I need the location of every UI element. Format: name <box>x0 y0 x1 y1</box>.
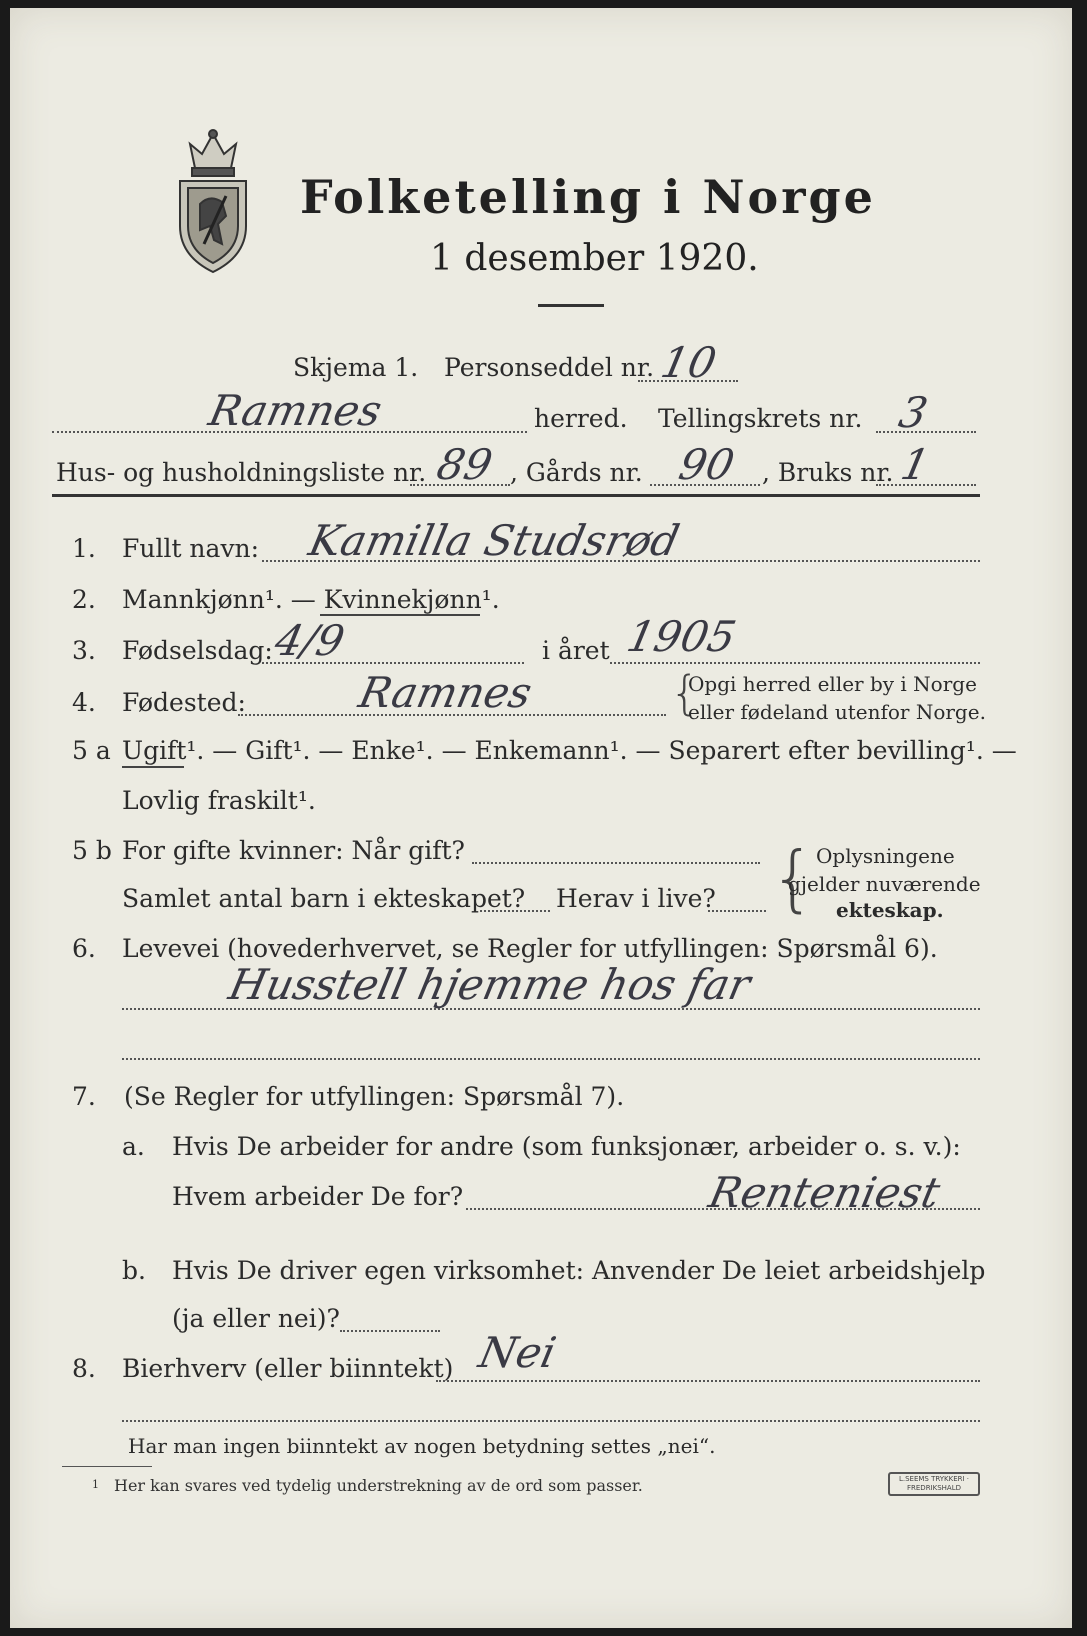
q2-label: Mannkjønn¹. — Kvinnekjønn¹. <box>122 585 500 614</box>
q6-label: Levevei (hovederhvervet, se Regler for utfyllingen: Spørsmål 6). <box>122 934 938 963</box>
q7a-value: Renteniest <box>704 1168 945 1217</box>
q2-number: 2. <box>72 585 96 614</box>
q3-day-value: 4/9 <box>270 616 349 665</box>
q5b-note3: ekteskap. <box>836 898 944 922</box>
title-divider <box>538 304 604 307</box>
gards-value: 90 <box>674 440 739 489</box>
q3-label: Fødselsdag: <box>122 636 273 665</box>
bruks-label: , Bruks nr. <box>762 458 894 487</box>
q4-note-line2: eller fødeland utenfor Norge. <box>688 700 986 724</box>
q4-brace: { <box>670 666 700 720</box>
personseddel-value: 10 <box>656 338 721 387</box>
q5b-barn-line <box>480 910 550 912</box>
q5b-gift-line <box>472 862 760 864</box>
footnote-rule <box>62 1466 152 1467</box>
bruks-line <box>876 484 976 486</box>
q7-number: 7. <box>72 1082 96 1111</box>
q7b-line1: Hvis De driver egen virksomhet: Anvender De leiet arbeidshjelp <box>172 1256 986 1285</box>
q7a-number: a. <box>122 1132 145 1161</box>
q5b-note1: Oplysningene <box>816 844 955 868</box>
q5a-line1: Ugift¹. — Gift¹. — Enke¹. — Enkemann¹. — Separert efter bevilling¹. — <box>122 736 1017 765</box>
q3-year-value: 1905 <box>622 612 741 661</box>
printer-stamp: L.SEEMS TRYKKERI · FREDRIKSHALD <box>888 1472 980 1496</box>
q4-label: Fødested: <box>122 688 246 717</box>
footnote-text: Her kan svares ved tydelig understrekning av de ord som passer. <box>114 1476 643 1495</box>
q8-line2 <box>122 1420 980 1422</box>
herred-label: herred. <box>534 404 628 433</box>
form-title: Folketelling i Norge <box>300 170 876 224</box>
q5b-brace: { <box>770 836 816 920</box>
bruks-value: 1 <box>896 440 934 489</box>
census-form <box>10 8 1072 1628</box>
tellingskrets-line <box>876 431 976 433</box>
q5b-note2: gjelder nuværende <box>788 872 981 896</box>
q4-note-line1: Opgi herred eller by i Norge <box>688 672 977 696</box>
q4-number: 4. <box>72 688 96 717</box>
hus-label: Hus- og husholdningsliste nr. <box>56 458 427 487</box>
q5b-barn-label: Samlet antal barn i ekteskapet? <box>122 884 526 913</box>
q7a-line2: Hvem arbeider De for? <box>172 1182 464 1211</box>
q5b-number: 5 b <box>72 836 112 865</box>
q1-label: Fullt navn: <box>122 534 260 563</box>
q5b-live-line <box>708 910 766 912</box>
q6-value: Husstell hjemme hos far <box>224 960 755 1009</box>
personseddel-label: Personseddel nr. <box>444 353 655 382</box>
q5b-live-label: Herav i live? <box>556 884 716 913</box>
hus-value: 89 <box>432 440 497 489</box>
header-rule <box>52 494 980 497</box>
q3-year-line <box>610 662 980 664</box>
q7-label: (Se Regler for utfyllingen: Spørsmål 7). <box>124 1082 625 1111</box>
tellingskrets-label: Tellingskrets nr. <box>658 404 863 433</box>
footnote-mark: 1 <box>92 1478 99 1491</box>
q8-line1 <box>436 1380 980 1382</box>
q5a-number: 5 a <box>72 736 111 765</box>
q5b-line1: For gifte kvinner: Når gift? <box>122 836 465 865</box>
q1-value: Kamilla Studsrød <box>304 516 684 565</box>
footer-note: Har man ingen biinntekt av nogen betydning settes „nei“. <box>128 1434 716 1458</box>
q3-number: 3. <box>72 636 96 665</box>
tellingskrets-value: 3 <box>894 388 932 437</box>
q7a-line1: Hvis De arbeider for andre (som funksjonær, arbeider o. s. v.): <box>172 1132 961 1161</box>
gards-label: , Gårds nr. <box>510 458 643 487</box>
q3-year-label: i året <box>542 636 610 665</box>
q8-label: Bierhverv (eller biinntekt) <box>122 1354 454 1383</box>
census-date: 1 desember 1920. <box>430 238 759 279</box>
q5a-underline <box>122 766 184 768</box>
coat-of-arms-icon <box>170 126 256 276</box>
q6-number: 6. <box>72 934 96 963</box>
q8-number: 8. <box>72 1354 96 1383</box>
q6-line2 <box>122 1058 980 1060</box>
q5a-line2: Lovlig fraskilt¹. <box>122 786 316 815</box>
q8-value: Nei <box>474 1328 561 1377</box>
herred-value: Ramnes <box>204 386 387 435</box>
q7b-line2: (ja eller nei)? <box>172 1304 340 1333</box>
skjema-label: Skjema 1. <box>293 353 419 382</box>
q7b-line <box>340 1330 440 1332</box>
q7b-number: b. <box>122 1256 146 1285</box>
q1-number: 1. <box>72 534 96 563</box>
q4-value: Ramnes <box>354 668 537 717</box>
